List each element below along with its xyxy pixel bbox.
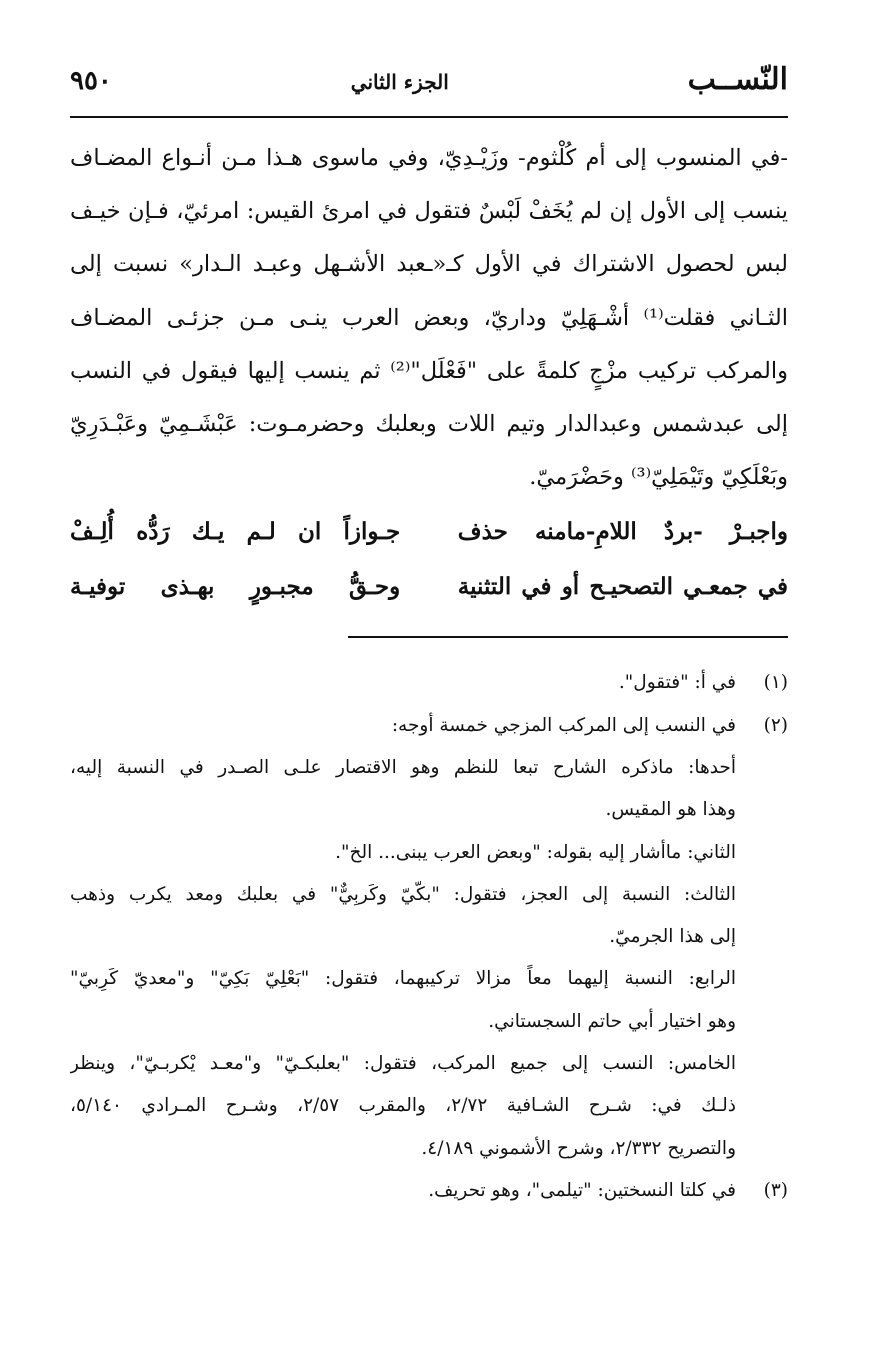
footnote-number: (٣) xyxy=(763,1179,788,1201)
verse-second-hemistich: جـوازاً ان لـم يـك رَدُّه أُلِـفْ xyxy=(70,518,401,546)
footnote-separator xyxy=(348,636,788,638)
part-title: الجزء الثاني xyxy=(350,70,449,94)
text-line: ينسب إلى الأول إن لم يُخَفْ لَبْسٌ فتقول في امرئ القيس: امرئيّ، فـإن خيـف xyxy=(70,198,788,225)
footnote-text: الثاني: ماأشار إليه بقوله: "وبعض العرب يبنى... الخ". xyxy=(335,841,736,863)
page-header xyxy=(70,62,788,110)
footnote-text: الثالث: النسبة إلى العجز، فتقول: "بكّيّ وكَربِيٌّ" في بعلبك ومعد يكرب وذهب xyxy=(70,883,736,905)
text-line: لبس لحصول الاشتراك في الأول كـ«ـعبد الأشـهل وعبـد الـدار» نسبت إلى xyxy=(70,251,788,278)
book-page xyxy=(70,62,788,1212)
footnote-text: وهذا هو المقيس. xyxy=(605,799,736,821)
chapter-title: النّســب xyxy=(687,62,788,97)
header-rule xyxy=(70,116,788,118)
text-line: الثـاني فقلت⁽¹⁾ أشْـهَلِيّ وداريّ، وبعض العرب ينـى مـن جزئـى المضـاف xyxy=(70,304,788,331)
poem-verses xyxy=(70,504,788,614)
footnote-text: في أ: "فتقول". xyxy=(618,672,736,694)
text-line: وبَعْلَكِيّ وتَيْمَلِيّ⁽³⁾ وحَضْرَميّ. xyxy=(529,464,788,491)
footnote-text: الرابع: النسبة إليهما معاً مزالا تركيبهما، فتقول: "بَعْلِيّ بَكِيّ" و"معديّ كَرِبيّ" xyxy=(70,968,736,990)
footnote-number: (٢) xyxy=(763,714,788,736)
footnote xyxy=(70,705,788,747)
footnote xyxy=(70,1170,788,1212)
main-text xyxy=(70,132,788,504)
footnote-text: إلى هذا الجرميّ. xyxy=(609,926,736,948)
verse-second-hemistich: وحـقُّ مجبـورٍ بهـذى توفيـة xyxy=(70,573,401,601)
footnote xyxy=(70,662,788,704)
verse-first-hemistich: واجبـرْ -بردٌ اللامِ-مامنه حذف xyxy=(457,518,788,546)
footnotes xyxy=(70,662,788,1212)
verse xyxy=(70,559,788,614)
footnote-text: أحدها: ماذكره الشارح تبعا للنظم وهو الاقتصار علـى الصـدر في النسبة إليه، xyxy=(70,756,736,778)
text-line: إلى عبدشمس وعبدالدار وتيم اللات وبعلبك وحضرمـوت: عَبْشَـمِيّ وعَبْـدَرِيّ xyxy=(70,410,788,437)
text-line: والمركب تركيب مزْجٍ كلمةً على "فَعْلَل"⁽²⁾ ثم ينسب إليها فيقول في النسب xyxy=(70,357,788,384)
page-number: ٩٥٠ xyxy=(70,66,112,96)
footnote-text: والتصريح ٢/٣٣٢، وشرح الأشموني ٤/١٨٩. xyxy=(421,1137,736,1159)
text-line: -في المنسوب إلى أم كُلْثوم- وزَيْـدِيّ، وفي ماسوى هـذا مـن أنـواع المضـاف xyxy=(70,145,788,171)
footnote-text: ذلـك في: شـرح الشـافية ٢/٧٢، والمقرب ٢/٥٧، وشـرح المـرادي ٥/١٤٠، xyxy=(70,1095,736,1117)
footnote-text: وهو اختيار أبي حاتم السجستاني. xyxy=(488,1010,736,1032)
footnote-number: (١) xyxy=(763,672,788,694)
verse-first-hemistich: في جمعـي التصحيـح أو في التثنية xyxy=(457,573,788,601)
footnote-text: الخامس: النسب إلى جميع المركب، فتقول: "بعلبكـيّ" و"معـد يْكربـيّ"، وينظر xyxy=(70,1052,736,1074)
footnote-continuation xyxy=(70,747,736,1170)
verse xyxy=(70,504,788,559)
footnote-text: في كلتا النسختين: "تيلمى"، وهو تحريف. xyxy=(428,1179,736,1201)
footnote-text: في النسب إلى المركب المزجي خمسة أوجه: xyxy=(391,714,736,736)
